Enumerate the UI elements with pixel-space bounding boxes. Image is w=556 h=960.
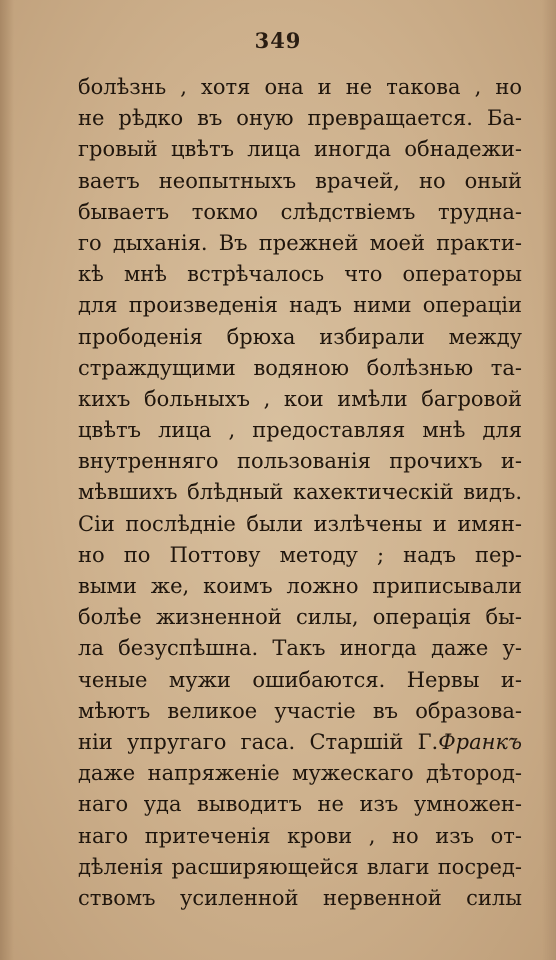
text-line: страждущими водяною болѣзнью та- xyxy=(78,355,522,380)
page-right-edge-shadow xyxy=(542,0,556,960)
text-line xyxy=(78,727,522,758)
page-left-edge-shadow xyxy=(0,0,14,960)
text-line: кихъ больныхъ , кои имѣли багровой xyxy=(78,386,522,411)
text-line: болѣе жизненной силы, операція бы- xyxy=(78,605,522,630)
text-line: внутренняго пользованія прочихъ и- xyxy=(78,449,522,474)
page-number: 349 xyxy=(254,28,302,53)
text-line: го дыханія. Въ прежней моей практи- xyxy=(78,230,522,255)
text-line: дѣленія расширяющейся влаги посред- xyxy=(78,854,522,879)
text-line: ваетъ неопытныхъ врачей, но оный xyxy=(78,168,522,193)
text-line: выми же, коимъ ложно приписывали xyxy=(78,574,522,598)
text-line: Сіи послѣдніе были излѣчены и имян- xyxy=(78,511,522,536)
text-line: кѣ мнѣ встрѣчалось что операторы xyxy=(78,262,522,287)
text-line: для произведенія надъ ними операціи xyxy=(78,293,522,318)
text-line: бываетъ токмо слѣдствіемъ трудна- xyxy=(78,199,522,224)
text-line: мѣвшихъ блѣдный кахектическій видъ. xyxy=(78,480,522,505)
text-line: ченые мужи ошибаются. Нервы и- xyxy=(78,667,522,692)
italic-name: Франкъ xyxy=(438,729,522,754)
text-line: ла безуспѣшна. Такъ иногда даже у- xyxy=(78,636,522,661)
text-line: но по Поттову методу ; надъ пер- xyxy=(78,542,522,567)
text-line: ствомъ усиленной нервенной силы xyxy=(78,885,522,910)
text-line: цвѣтъ лица , предоставляя мнѣ для xyxy=(78,418,522,443)
text-line: не рѣдко въ оную превращается. Ба- xyxy=(78,106,522,131)
text-line: болѣзнь , хотя она и не такова , но xyxy=(78,75,522,99)
text-line: прободенія брюха избирали между xyxy=(78,324,522,349)
text-line: мѣютъ великое участіе въ образова- xyxy=(78,698,522,723)
body-text xyxy=(78,72,522,914)
text-line: наго притеченія крови , но изъ от- xyxy=(78,823,522,848)
text-line: даже напряженіе мужескаго дѣтород- xyxy=(78,761,522,786)
text-line: гровый цвѣтъ лица иногда обнадежи- xyxy=(78,137,522,162)
text-line-start: ніи упругаго гаса. Старшій Г. xyxy=(78,729,439,754)
text-line: наго уда выводитъ не изъ умножен- xyxy=(78,792,522,817)
